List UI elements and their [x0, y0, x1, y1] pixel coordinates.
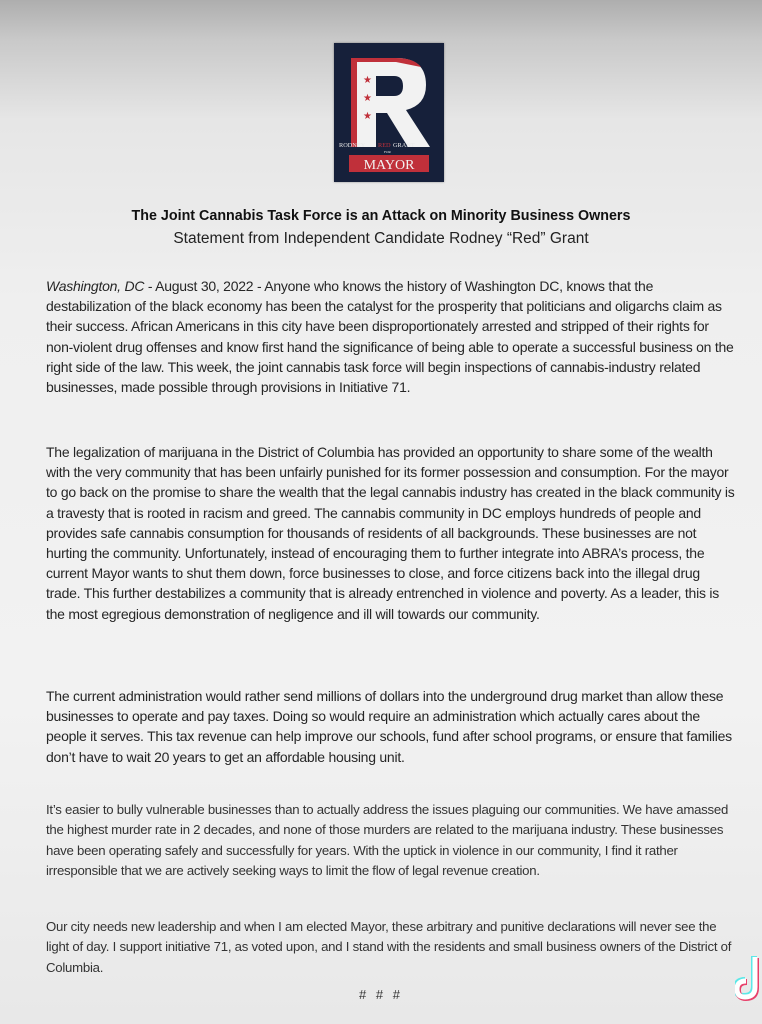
campaign-logo-graphic	[334, 43, 444, 182]
campaign-logo	[334, 43, 444, 182]
star-icon: ★	[363, 75, 372, 86]
paragraph-4: It’s easier to bully vulnerable businesses than to actually address the issues plaguing our communities. We have amassed the highest murder rate in 2 decades, and none of those murders are related to the marijuana industry. These businesses have been operating safely and successfully for years. With the uptick in violence in our community, I find it rather irresponsible that we are actively seeking ways to limit the flow of legal revenue creation.	[46, 802, 729, 879]
paragraph-1-text: - August 30, 2022 - Anyone who knows the history of Washington DC, knows that the destabilization of the black economy has been the catalyst for the prosperity that politicians and oligarchs claim as their success. African Americans in this city have been disproportionately arrested and stripped of their rights for non-violent drug offenses and know first hand the significance of being able to operate a successful business on the right side of the law. This week, the joint cannabis task force will begin inspections of cannabis-industry related businesses, made possible through provisions in Initiative 71.	[46, 278, 734, 396]
star-icon: ★	[363, 93, 372, 104]
logo-office: MAYOR	[363, 158, 415, 173]
logo-for: FOR	[384, 150, 391, 154]
logo-stars	[363, 75, 372, 122]
headline: The Joint Cannabis Task Force is an Attack on Minority Business Owners	[131, 208, 631, 224]
paragraph-3: The current administration would rather send millions of dollars into the underground drug market than allow these businesses to operate and pay taxes. Doing so would require an administration which actually cares about the people it serves. This tax revenue can help improve our schools, fund after school programs, or ensure that families don’t have to wait 20 years to get an affordable housing unit.	[46, 688, 732, 765]
tiktok-icon	[735, 953, 762, 1013]
paragraph-1	[46, 276, 736, 397]
star-icon: ★	[363, 111, 372, 122]
logo-name-last: GRANT	[393, 142, 415, 149]
subheadline: Statement from Independent Candidate Rodney “Red” Grant	[173, 230, 589, 247]
paragraph-5: Our city needs new leadership and when I am elected Mayor, these arbitrary and punitive declarations will never see the light of day. I support initiative 71, as voted upon, and I stand with the residents and small business owners of the District of Columbia.	[46, 919, 732, 975]
logo-name-first: RODNEY	[339, 142, 366, 149]
end-mark: # # #	[359, 987, 403, 1002]
logo-name-middle: RED	[378, 142, 391, 149]
dateline: Washington, DC	[46, 278, 145, 294]
paragraph-2: The legalization of marijuana in the District of Columbia has provided an opportunity to share some of the wealth with the very community that has been unfairly punished for its former possession and consumption. For the mayor to go back on the promise to share the wealth that the legal cannabis industry has created in the black community is a travesty that is rooted in racism and greed. The cannabis community in DC employs hundreds of people and provides safe cannabis consumption for thousands of residents of all backgrounds. These businesses are not hurting the community. Unfortunately, instead of encouraging them to further integrate into ABRA’s process, the current Mayor wants to shut them down, force businesses to close, and force citizens back into the illegal drug trade. This further destabilizes a community that is already entrenched in violence and poverty. As a leader, this is the most egregious demonstration of negligence and ill will towards our community.	[46, 444, 735, 622]
